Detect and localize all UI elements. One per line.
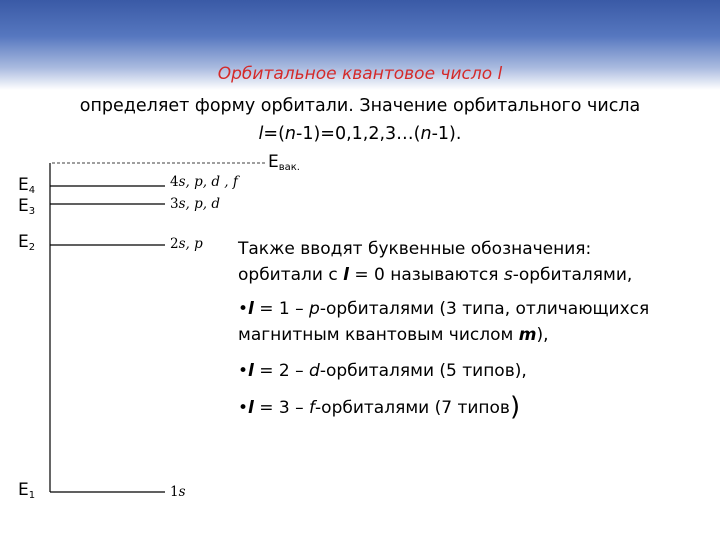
- text-fragment: орбитали с: [238, 265, 344, 285]
- e-letter: E: [18, 196, 29, 216]
- e-subscript: 3: [28, 206, 36, 217]
- level-label-e3: [18, 196, 35, 217]
- m-symbol: m: [518, 325, 537, 345]
- text-fragment: -орбиталями,: [512, 265, 633, 285]
- page-title: Орбитальное квантовое число l: [217, 64, 503, 84]
- level-label-e2: [18, 232, 35, 253]
- e-letter: E: [18, 232, 29, 252]
- shell-number: 1: [170, 484, 179, 500]
- text-fragment: = 0 называются: [348, 265, 504, 285]
- subtitle-line-1: определяет форму орбитали. Значение орбитального числа: [79, 96, 641, 116]
- bullet-item-l2: [238, 358, 708, 384]
- e-subscript: 2: [28, 242, 36, 253]
- shell-number: 2: [170, 236, 179, 252]
- orbital-letters: s, p, d: [178, 196, 220, 212]
- subtitle-text: =(: [263, 124, 285, 144]
- text-fragment: = 3 –: [253, 398, 310, 418]
- explanation-text: [238, 236, 708, 421]
- p-symbol: p: [309, 299, 320, 319]
- orbital-letters: s: [178, 484, 186, 500]
- l-symbol: l: [248, 361, 254, 381]
- closing-paren: ): [509, 392, 521, 422]
- e-letter: E: [268, 152, 279, 172]
- text-fragment: = 2 –: [253, 361, 310, 381]
- orbitals-label-2: [170, 236, 203, 252]
- orbitals-label-1: [170, 484, 186, 500]
- d-symbol: d: [309, 361, 320, 381]
- intro-line-1: Также вводят буквенные обозначения:: [238, 239, 592, 259]
- orbitals-label-3: [170, 196, 220, 212]
- s-symbol: s: [503, 265, 513, 285]
- l-symbol: l: [343, 265, 349, 285]
- bullet-item-l3: [238, 394, 708, 421]
- orbital-letters: s, p, d , f: [178, 174, 238, 190]
- n-symbol: n: [420, 124, 432, 144]
- bullet-item-l1-line2: [238, 322, 708, 348]
- text-fragment: = 1 –: [253, 299, 310, 319]
- level-label-e1: [18, 480, 35, 501]
- subtitle-text: -1)=0,1,2,3…(: [296, 124, 421, 144]
- text-fragment: -орбиталями (7 типов: [315, 398, 510, 418]
- text-fragment: ),: [536, 325, 549, 345]
- text-fragment: -орбиталями (3 типа, отличающихся: [319, 299, 650, 319]
- vacuum-level-label: [268, 152, 300, 173]
- bullet-dot: •: [238, 361, 249, 381]
- shell-number: 3: [170, 196, 179, 212]
- shell-number: 4: [170, 174, 179, 190]
- level-label-e4: [18, 175, 35, 196]
- f-symbol: f: [309, 398, 316, 418]
- subtitle-text: -1).: [431, 124, 462, 144]
- bullet-item-l1: [238, 296, 708, 322]
- bullet-dot: •: [238, 299, 249, 319]
- l-symbol: l: [258, 124, 264, 144]
- orbital-letters: s, p: [178, 236, 203, 252]
- l-symbol: l: [248, 398, 254, 418]
- e-letter: E: [18, 175, 29, 195]
- n-symbol: n: [284, 124, 297, 144]
- text-fragment: магнитным квантовым числом: [238, 325, 519, 345]
- e-subscript: 1: [28, 490, 36, 501]
- e-subscript: 4: [28, 185, 36, 196]
- intro-line-2: [238, 262, 708, 288]
- e-subscript: вак.: [278, 162, 300, 173]
- bullet-dot: •: [238, 398, 249, 418]
- orbitals-label-4: [170, 174, 238, 190]
- l-symbol: l: [248, 299, 254, 319]
- e-letter: E: [18, 480, 29, 500]
- text-fragment: -орбиталями (5 типов),: [319, 361, 527, 381]
